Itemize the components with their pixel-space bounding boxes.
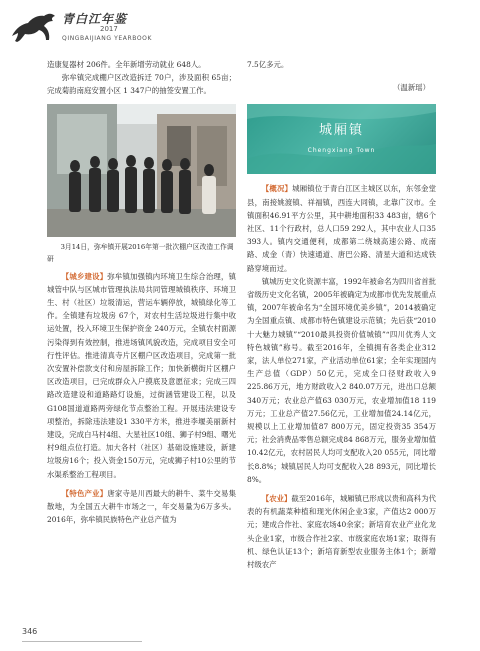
- left-column: [47, 58, 236, 526]
- section-text: 城厢镇位于青白江区主城区以东，东邻金堂县，南接姚渡镇、祥福镇，西连大同镇，北靠广汉市。全镇面积46.91平方公里，其中耕地面积33 483亩，辖6个社区、11个行政村，总人口59 292人，其中农业人口35 393人。镇内交通便利，成都第二绕城高速公路、成南路、成金（青）快速通道、唐巴公路、清星大道和达成铁路穿境而过。: [247, 184, 436, 273]
- section-text: 唐家寺是川西最大的耕牛、菜牛交易集散地，为全国五大耕牛市场之一，年交易量为6万多头。2016年，弥牟镇民族特色产业总产值为: [47, 488, 236, 525]
- paragraph: 弥牟镇完成棚户区改造拆迁 70户，涉及面积 65亩；完成菊韵南庭安置小区 1 347户的抽签安置工作。: [47, 73, 236, 96]
- page-number: 346: [22, 627, 38, 636]
- paragraph: [247, 182, 436, 274]
- paragraph: 7.5亿多元。: [247, 60, 289, 69]
- paragraph: [47, 270, 236, 481]
- section-text: 截至2016年，城厢镇已形成以贵和高科为代表的有机蔬菜种植和现光休闲企业3家，产值达2 000万元；建成合作社、家庭农场40余家；新培育农业产业化龙头企业1家，市级合作社2家、市级家庭农场1家；取得有机、绿色认证13个；新培育新型农业服务主体1个；新增村级农产: [247, 494, 436, 570]
- right-column: [247, 58, 436, 571]
- yearbook-title-en: QINGBAIJIANG YEARBOOK: [62, 35, 153, 42]
- section-banner: [247, 104, 436, 174]
- site-visit-photo: [47, 104, 236, 237]
- yearbook-year: 2017: [100, 25, 118, 33]
- town-title-en: Chengxiang Town: [307, 147, 376, 155]
- author-signature: （温新瑶）: [393, 83, 430, 93]
- photo-caption: 3月14日，弥牟镇开展2016年第一批次棚户区改造工作调研: [47, 242, 234, 263]
- section-tag: 【特色产业】: [61, 488, 108, 498]
- section-tag: 【城乡建设】: [61, 271, 108, 281]
- town-title: 城厢镇: [318, 123, 364, 139]
- paragraph: [47, 487, 236, 527]
- paragraph: 造康复器材 206件。全年新增劳动就业 648人。: [47, 60, 206, 69]
- horse-logo-icon: [8, 10, 60, 44]
- footer-rule: [22, 641, 142, 642]
- paragraph: [247, 492, 436, 571]
- banner-decoration: [247, 104, 436, 174]
- paragraph: 镇城历史文化资源丰富，1992年被命名为四川省首批省级历史文化名镇，2005年被确定为成都市优先发展重点镇，2007年被命名为“全国环境优美乡镇”，2014被确定为全国重点镇、成都市特色镇建设示范镇；先后获“2010十大魅力城镇”“2010最具投资价值城镇”“四川优秀人文特色城镇”称号。截至2016年，全镇拥有各类企业312家，法人单位271家，产业活动单位61家；全年实现国内生产总值（GDP）50亿元，完成全口径财政收入9 225.86万元，地方财政收入2 840.07万元，进出口总额340万元；农业总产值63 030万元，农业增加值18 119万元；工业总产值27.56亿元，工业增加值24.14亿元，规模以上工业增加值87 800万元，固定投资35 354万元；社会消费品零售总额完成84 868万元，服务业增加值10.42亿元，农村居民人均可支配收入20 055元，同比增长8.8%；城镇居民人均可支配收入28 893元，同比增长8%。: [247, 276, 436, 484]
- section-tag: 【概况】: [261, 184, 293, 194]
- page-header: [0, 0, 480, 56]
- yearbook-title: 青白江年鉴: [62, 12, 128, 26]
- section-tag: 【农业】: [261, 494, 292, 504]
- section-text: 弥牟镇加强镇内环境卫生综合治理，镇城管中队与区城市管理执法局共同管理城镇秩序、环境卫生、村（社区）垃圾清运，营运车辆停放，城镇绿化等工作。全镇建有垃圾房 67个，对农村生活垃圾进行集中收运处置，投入环境卫生保护资金 240万元，全镇农村面源污染得到有效控制，推进场镇风貌改造，完成项目安全可行性评估。推进清真寺片区棚户区改造项目，完成第一批次安置补偿款支付和房屋拆除工作；加快新横街片区棚户区改造项目，已完成群众入户摸底及意愿征求；完成三四路改造建设和道路路灯设施，过街涵管建设工程，以及G108国道道路两旁绿化节点整治工程。开展违法建设专项整治，拆除违法建设1 330平方米，推进李堰美丽新村建设，完成白马村4组、大星社区10组、狮子村9组、曙光村9组点位打造。加大各村（社区）基础设施建设，新建垃圾房16个；投入资金150万元，完成狮子村10公里的节水渠系整治工程项目。: [47, 271, 236, 479]
